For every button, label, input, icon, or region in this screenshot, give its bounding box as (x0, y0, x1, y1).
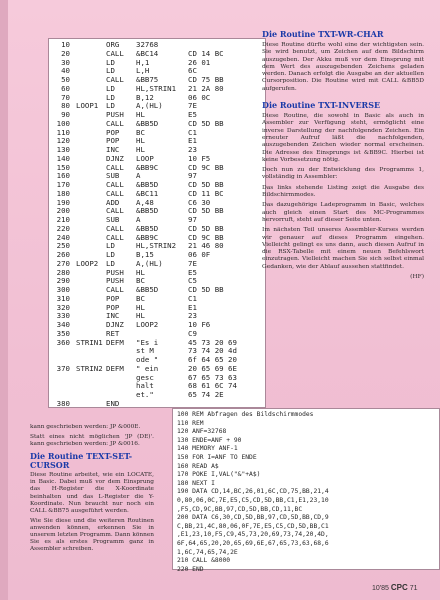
basic-line: 190 DATA CD,14,BC,26,01,6C,CD,75,BB,21,4 (177, 488, 329, 496)
label (70, 234, 106, 243)
opcode: SUB (106, 215, 120, 224)
label (70, 164, 106, 173)
line-number: 260 (56, 250, 70, 259)
label (70, 304, 106, 313)
jp-note-2: Statt eines nicht möglichen 'JP (DE)'. kann geschrieben werden: JP &0016. (30, 434, 154, 448)
label: STRIN2 (76, 363, 103, 373)
line-number: 310 (56, 293, 70, 303)
operand: &BB5D (136, 285, 159, 294)
line-number: 190 (56, 197, 70, 207)
label (70, 85, 106, 94)
opcode: LD (106, 241, 115, 251)
line-number (52, 382, 70, 391)
label (70, 295, 106, 304)
operand: &BB5D (136, 206, 159, 216)
set-cursor-text-2: Wie Sie diese und die weiteren Routinen anwenden können, erkennen Sie in unserem letzten Programm. Dann können Sie es als erstes Programm ganz in Assembler schreiben. (30, 517, 154, 553)
operand: &BB9C (136, 162, 159, 172)
sidebar-para-3: Das dazugehörige Ladeprogramm in Basic, welches auch gleich einen Start des MC-Programmes hervorruft, steht auf dieser Seite unten. (262, 202, 424, 223)
line-number: 160 (56, 171, 70, 181)
listing-line (52, 59, 262, 68)
opcode: POP (106, 127, 120, 137)
operand: &BB5D (136, 223, 159, 233)
operand: HL (136, 145, 145, 154)
hex-code: 7E (188, 258, 197, 268)
operand: A,48 (136, 197, 154, 207)
hex-code: 6C (188, 66, 197, 76)
operand: halt (136, 381, 154, 391)
operand: A (136, 171, 141, 181)
basic-line: ,E1,23,10,F5,C9,45,73,20,69,73,74,20,4D, (177, 531, 329, 539)
line-number: 30 (61, 57, 70, 67)
line-number: 10 (61, 40, 70, 49)
opcode: POP (106, 136, 120, 146)
listing-line (52, 50, 262, 59)
label (70, 190, 106, 199)
line-number: 120 (56, 136, 70, 146)
hex-code: 21 46 80 (188, 241, 224, 251)
operand: LOOP (136, 153, 154, 163)
label (70, 286, 106, 295)
line-number: 20 (61, 48, 70, 58)
listing-line (52, 286, 262, 295)
basic-line: ,F5,CD,9C,BB,97,CD,5D,BB,CD,11,BC (177, 505, 303, 513)
operand: &BB5D (136, 118, 159, 128)
operand: BC (136, 293, 145, 303)
operand: &BB75 (136, 75, 159, 84)
opcode: SUB (106, 171, 120, 181)
basic-listing (172, 408, 440, 573)
sidebar-para-1: Doch nun zu der Entwicklung des Programms 1, vollständig in Assembler: (262, 167, 424, 181)
hex-code: 97 (188, 215, 197, 224)
basic-line: 200 DATA C6,30,CD,5D,BB,97,CD,5D,BB,CD,9 (177, 514, 329, 522)
basic-line: 180 NEXT I (177, 479, 215, 487)
opcode: LD (106, 250, 115, 259)
opcode: CALL (106, 180, 124, 189)
set-cursor-text: Diese Routine arbeitet, wie ein LOCATE, in Basic. Dabei muß vor dem Einsprung das H-Register die X-Koordinate beinhalten und das L-Register die Y-Koordinate. Nun braucht nur noch ein CALL &BB75 ausgeführt werden. (30, 472, 154, 514)
operand: &BB5D (136, 180, 159, 189)
label (70, 146, 106, 155)
label (70, 199, 106, 208)
listing-line (52, 207, 262, 216)
line-number: 360 (56, 337, 70, 347)
line-number: 110 (56, 127, 70, 137)
hex-code: 21 2A 80 (188, 83, 224, 93)
line-number: 220 (56, 223, 70, 233)
opcode: DEFM (106, 363, 124, 373)
line-number (52, 347, 70, 356)
opcode: CALL (106, 285, 124, 294)
opcode: CALL (106, 118, 124, 128)
line-number: 100 (56, 118, 70, 128)
label (70, 155, 106, 164)
opcode: END (106, 398, 120, 408)
basic-line: 140 MEMORY ANF-1 (177, 445, 238, 453)
author-initials: (HF) (410, 274, 424, 281)
line-number: 180 (56, 188, 70, 198)
hex-code: E1 (188, 136, 197, 146)
inverse-text: Diese Routine, die sowohl in Basic als auch in Assembler zur Verfügung steht, ermöglicht eine inverse Darstellung der nachfolgenden Zeichen. Ein erneuter Aufruf läßt die nachfolgenden, auszugebenden Zeichen wieder normal erscheinen. Die Adresse des Einsprungs ist &BB9C. Hierbei ist keine Vorbesetzung nötig. (262, 113, 424, 163)
operand: L,H (136, 66, 150, 76)
listing-line (52, 102, 262, 111)
listing-line (52, 304, 262, 313)
line-number: 210 (56, 215, 70, 224)
sidebar-para-4: Im nächsten Teil unseres Assembler-Kurses werden wir genauer auf dieses Programm eingehen. Vielleicht gelingt es uns dann, auch diesen Aufruf in die RSX-Tabelle mit einem neuen Befehlswort einzutragen. Vielleicht machen Sie sich selbst einmal Gedanken, wie der Ablauf aussehen stattfindet. (262, 227, 424, 270)
basic-line: 160 READ A$ (177, 462, 219, 470)
label (70, 41, 106, 50)
operand: B,15 (136, 250, 154, 259)
operand: B,12 (136, 92, 154, 102)
sidebar-column (262, 30, 424, 289)
label (70, 181, 106, 190)
line-number: 80 (61, 101, 70, 111)
line-number: 60 (61, 83, 70, 93)
opcode: DJNZ (106, 320, 124, 329)
label (70, 216, 106, 225)
opcode: LD (106, 258, 115, 268)
hex-code: CD 75 BB (188, 75, 224, 84)
opcode: CALL (106, 188, 124, 198)
opcode: PUSH (106, 276, 124, 286)
operand: A,(HL) (136, 258, 163, 268)
label (70, 120, 106, 129)
listing-line (52, 85, 262, 94)
label (70, 137, 106, 146)
line-number (52, 374, 70, 383)
wr-char-section (262, 30, 424, 93)
line-number: 300 (56, 285, 70, 294)
label (70, 225, 106, 234)
issue-date: 10'85 (372, 585, 389, 592)
hex-code: CD 5D BB (188, 206, 224, 216)
label (70, 59, 106, 68)
hex-code: 20 65 69 6E (188, 363, 237, 373)
hex-code: 06 0F (188, 250, 211, 259)
hex-code: CD 5D BB (188, 285, 224, 294)
label (70, 400, 106, 409)
operand: A,(HL) (136, 101, 163, 111)
opcode: LD (106, 57, 115, 67)
set-cursor-title: Die Routine TEXT-SET-CURSOR (30, 451, 133, 471)
hex-code: C9 (188, 328, 197, 338)
operand: "Es i (136, 337, 159, 347)
basic-line: 220 END (177, 565, 204, 573)
opcode: LD (106, 83, 115, 93)
label (70, 382, 106, 391)
label (70, 277, 106, 286)
hex-code: 06 0C (188, 92, 211, 102)
wr-char-title: Die Routine TXT-WR-CHAR (262, 29, 384, 39)
opcode: CALL (106, 232, 124, 242)
hex-code: E1 (188, 302, 197, 312)
opcode: POP (106, 293, 120, 303)
inverse-title: Die Routine TXT-INVERSE (262, 100, 381, 111)
label (70, 321, 106, 330)
line-number: 330 (56, 311, 70, 321)
opcode: LD (106, 101, 115, 111)
hex-code: CD 5D BB (188, 223, 224, 233)
basic-line: 130 ENDE=ANF + 90 (177, 436, 242, 444)
hex-code: 26 01 (188, 57, 211, 67)
bottom-left-column (30, 424, 154, 556)
basic-line: 110 REM (177, 419, 204, 427)
hex-code: CD 9C BB (188, 232, 224, 242)
line-number: 240 (56, 232, 70, 242)
listing-line (52, 382, 262, 391)
hex-code: CD 14 BC (188, 48, 224, 58)
label (70, 391, 106, 400)
label: STRIN1 (76, 337, 103, 347)
listing-line (52, 129, 262, 138)
operand: HL (136, 267, 145, 277)
listing-line (52, 242, 262, 251)
listing-line (52, 391, 262, 400)
label (70, 242, 106, 251)
hex-code: 10 F6 (188, 320, 211, 329)
label (70, 172, 106, 181)
line-number: 200 (56, 206, 70, 216)
label (70, 76, 106, 85)
line-number: 370 (56, 363, 70, 373)
page-number: 71 (409, 585, 418, 592)
operand: LOOP2 (136, 320, 159, 329)
opcode: CALL (106, 206, 124, 216)
basic-line: 6F,64,65,20,20,65,69,6E,67,65,73,63,68,6 (177, 539, 329, 547)
page-footer (372, 583, 418, 592)
operand: HL (136, 311, 145, 321)
listing-line (52, 190, 262, 199)
operand: gesc (136, 372, 154, 382)
listing-line (52, 260, 262, 269)
listing-line (52, 137, 262, 146)
basic-line: 210 CALL &8000 (177, 557, 231, 565)
basic-line: 150 FOR I=ANF TO ENDE (177, 453, 257, 461)
label (70, 207, 106, 216)
magazine-name: CPC (390, 583, 408, 592)
hex-code: CD 11 BC (188, 188, 224, 198)
operand: BC (136, 127, 145, 137)
page-binding-edge (0, 0, 8, 600)
label (70, 269, 106, 278)
line-number: 250 (56, 241, 70, 251)
listing-line (52, 164, 262, 173)
line-number: 280 (56, 267, 70, 277)
operand: A (136, 215, 141, 224)
hex-code: 67 65 73 63 (188, 372, 237, 382)
opcode (106, 374, 136, 383)
line-number: 380 (56, 398, 70, 408)
opcode (106, 382, 136, 391)
inverse-section (262, 101, 424, 281)
label (70, 67, 106, 76)
hex-code: C5 (188, 276, 197, 286)
line-number: 290 (56, 276, 70, 286)
operand: st M (136, 346, 154, 356)
opcode: CALL (106, 48, 124, 58)
opcode (106, 347, 136, 356)
operand: " ein (136, 363, 159, 373)
label (70, 374, 106, 383)
basic-line: C,BB,21,4C,80,06,0F,7E,E5,C5,CD,5D,BB,C1 (177, 522, 329, 530)
line-number: 130 (56, 145, 70, 154)
hex-code: C1 (188, 293, 197, 303)
operand: HL,STRIN1 (136, 83, 177, 93)
hex-code: C6 30 (188, 197, 211, 207)
operand: HL (136, 136, 145, 146)
opcode: ADD (106, 197, 120, 207)
opcode: DJNZ (106, 153, 124, 163)
hex-code: 97 (188, 171, 197, 181)
hex-code: 23 (188, 311, 197, 321)
sidebar-para-2: Das links stehende Listing zeigt die Ausgabe des Bildschirmmodes. (262, 184, 424, 199)
label (70, 347, 106, 356)
opcode: CALL (106, 162, 124, 172)
hex-code: CD 5D BB (188, 118, 224, 128)
operand: ode " (136, 355, 159, 364)
jp-note-1: kann geschrieben werden: JP &000E. (30, 424, 141, 430)
operand: &BC11 (136, 188, 159, 198)
label (70, 111, 106, 120)
basic-line: 100 REM Abfragen des Bildschirmmodes (177, 411, 314, 418)
hex-code: 68 61 6C 74 (188, 381, 237, 391)
line-number: 350 (56, 328, 70, 338)
line-number: 40 (61, 66, 70, 76)
operand: H,1 (136, 57, 150, 67)
label (70, 312, 106, 321)
line-number: 140 (56, 153, 70, 163)
listing-line (52, 321, 262, 330)
basic-line: 1,6C,74,65,74,2E (177, 548, 238, 556)
listing-line (52, 295, 262, 304)
label: LOOP2 (76, 258, 99, 268)
hex-code: 10 F5 (188, 153, 211, 163)
assembler-listing (48, 38, 266, 408)
hex-code: 23 (188, 145, 197, 154)
opcode: POP (106, 302, 120, 312)
opcode: LD (106, 66, 115, 76)
line-number: 320 (56, 302, 70, 312)
label (70, 129, 106, 138)
opcode: INC (106, 145, 120, 154)
line-number: 170 (56, 180, 70, 189)
opcode: CALL (106, 223, 124, 233)
operand: HL,STRIN2 (136, 241, 177, 251)
listing-line (52, 146, 262, 155)
line-number: 50 (61, 75, 70, 84)
hex-code: CD 9C BB (188, 162, 224, 172)
operand: HL (136, 302, 145, 312)
line-number: 270 (56, 258, 70, 268)
hex-code: C1 (188, 127, 197, 137)
operand: HL (136, 110, 145, 119)
line-number: 70 (61, 92, 70, 102)
line-number: 90 (61, 110, 70, 119)
hex-code: 6f 64 65 20 (188, 355, 237, 364)
line-number: 150 (56, 162, 70, 172)
hex-code: 65 74 2E (188, 390, 224, 399)
operand: 32768 (136, 40, 159, 49)
opcode: RET (106, 328, 120, 338)
line-number: 340 (56, 320, 70, 329)
hex-code: 45 73 20 69 (188, 337, 237, 347)
opcode: ORG (106, 40, 120, 49)
hex-code: E5 (188, 267, 197, 277)
opcode: PUSH (106, 110, 124, 119)
operand: &BC14 (136, 48, 159, 58)
hex-code: CD 5D BB (188, 180, 224, 189)
opcode: PUSH (106, 267, 124, 277)
hex-code: 73 74 20 4d (188, 346, 237, 356)
opcode: DEFM (106, 337, 124, 347)
opcode: INC (106, 311, 120, 321)
operand: et." (136, 390, 154, 399)
listing-line (52, 269, 262, 278)
label (70, 50, 106, 59)
basic-line: 0,80,06,0C,7E,E5,C5,CD,5D,BB,C1,E1,23,10 (177, 496, 329, 504)
opcode: CALL (106, 75, 124, 84)
hex-code: E5 (188, 110, 197, 119)
opcode: LD (106, 92, 115, 102)
wr-char-text: Diese Routine dürfte wohl eine der wichtigsten sein. Sie wird benutzt, um Zeichen auf dem Bildschirm auszugeben. Der Akku muß vor dem Einsprung mit dem Wert des auszugebenden Zeichens geladen werden. Danach erfolgt die Ausgabe an der aktuellen Cursorposition. Die Routine wird mit CALL &BB5D aufgerufen. (262, 42, 424, 92)
hex-code: 7E (188, 101, 197, 111)
label: LOOP1 (76, 101, 99, 111)
basic-line: 120 ANF=32768 (177, 428, 227, 436)
listing-line (52, 120, 262, 129)
basic-line: 170 POKE I,VAL("&"+A$) (177, 471, 261, 479)
operand: &BB9C (136, 232, 159, 242)
operand: BC (136, 276, 145, 286)
